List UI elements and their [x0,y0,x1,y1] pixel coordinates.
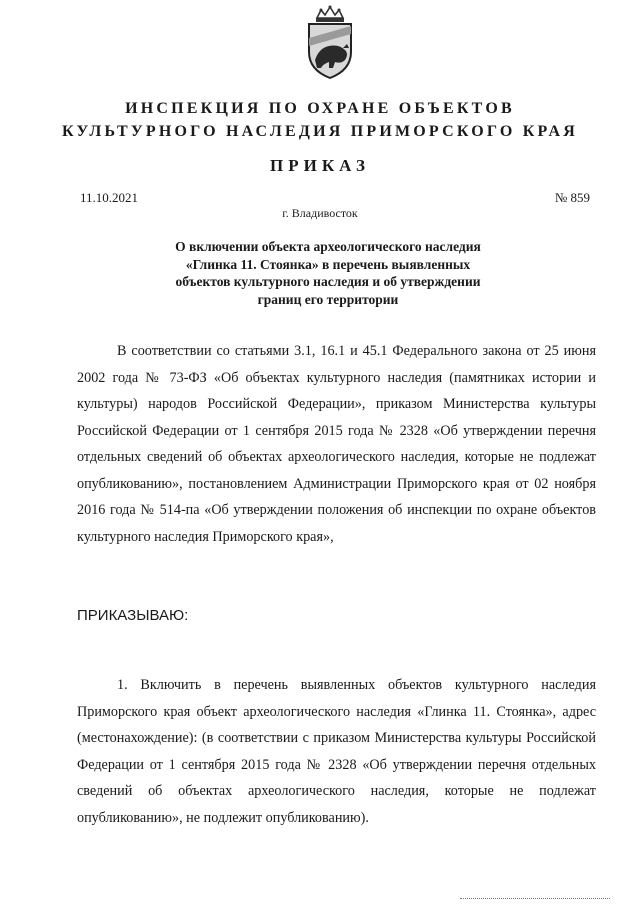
footer-divider [460,898,610,899]
order-item-1: 1. Включить в перечень выявленных объектов культурного наследия Приморского края объект археологического наследия «Глинка 11. Стоянка», адрес (местонахождение): (в соответствии с приказом Министерства культуры Российской Федерации от 1 сентября 2015 года № 2328 «Об утверждении перечня отдельных сведений об объектах археологического наследия, которые не подлежат опубликованию», не подлежит опубликованию). [77,677,596,826]
subject-line: О включении объекта археологического наследия [175,239,481,254]
coat-of-arms-icon [299,4,361,80]
document-type: ПРИКАЗ [270,156,370,175]
preamble-paragraph: В соответствии со статьями 3.1, 16.1 и 45.1 Федерального закона от 25 июня 2002 года № 73-ФЗ «Об объектах культурного наследия (памятниках истории и культуры) народов Российской Федерации», приказом Министерства культуры Российской Федерации от 1 сентября 2015 года № 2328 «Об утверждении перечня отдельных сведений об объектах археологического наследия, которые не подлежат опубликованию», постановлением Администрации Приморского края от 02 ноября 2016 года № 514-па «Об утверждении положения об инспекции по охране объектов культурного наследия Приморского края», [77,343,596,545]
document-date: 11.10.2021 [80,190,139,205]
organization-name-line2: КУЛЬТУРНОГО НАСЛЕДИЯ ПРИМОРСКОГО КРАЯ [62,123,578,140]
order-directive: ПРИКАЗЫВАЮ: [77,607,189,624]
subject-line: границ его территории [257,291,399,307]
document-subject [140,238,516,308]
organization-name-line1: ИНСПЕКЦИЯ ПО ОХРАНЕ ОБЪЕКТОВ [125,100,515,117]
document-number: № 859 [554,190,590,205]
subject-line: объектов культурного наследия и об утверждении [175,274,481,289]
subject-line: «Глинка 11. Стоянка» в перечень выявленных [185,256,471,272]
document-city: г. Владивосток [282,206,358,220]
